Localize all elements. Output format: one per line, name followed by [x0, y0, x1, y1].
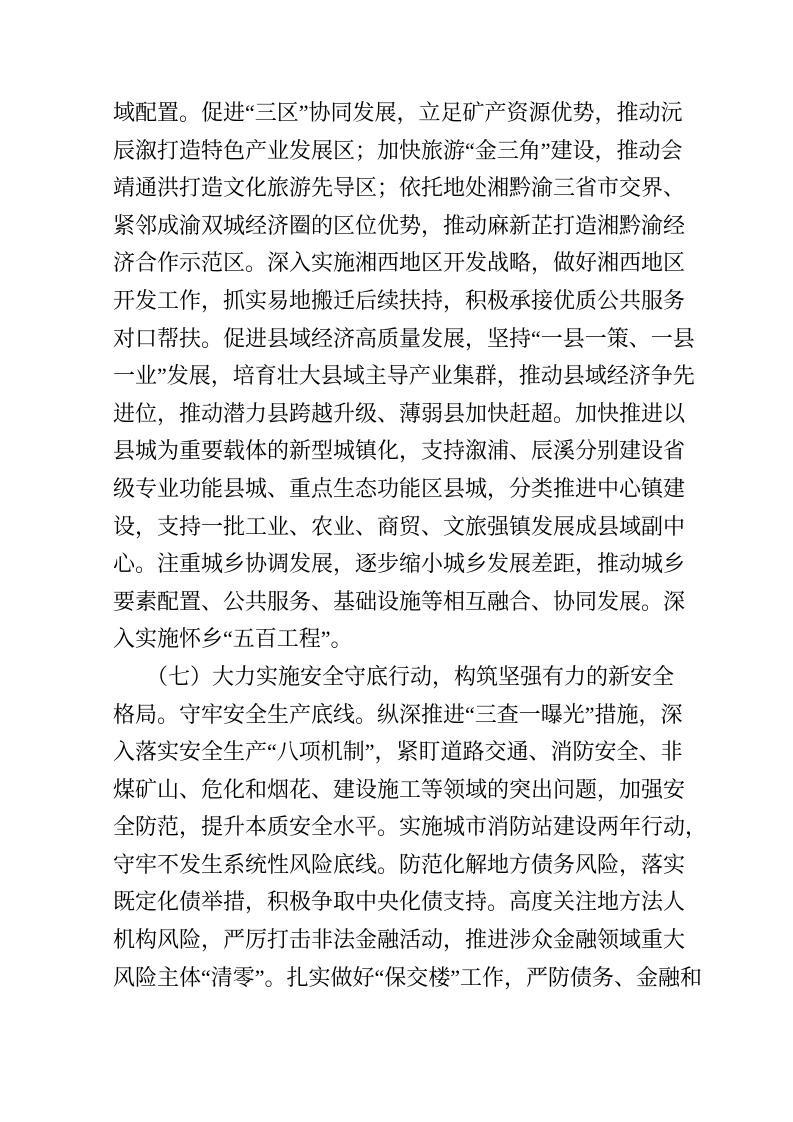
- paragraph-seven-safety: [113, 658, 713, 996]
- paragraph-regional-development: [113, 94, 713, 658]
- text-line: 机构风险，严厉打击非法金融活动，推进涉众金融领域重大: [113, 927, 686, 953]
- text-block: [113, 94, 713, 996]
- text-line: 一业”发展，培育壮大县域主导产业集群，推动县域经济争先: [113, 363, 695, 389]
- text-line: （七）大力实施安全守底行动，构筑坚强有力的新安全: [113, 663, 675, 689]
- text-line: 格局。守牢安全生产底线。纵深推进“三查一曝光”措施，深: [113, 701, 683, 727]
- text-line: 济合作示范区。深入实施湘西地区开发战略，做好湘西地区: [113, 250, 686, 276]
- text-line: 开发工作，抓实易地搬迁后续扶持，积极承接优质公共服务: [113, 287, 686, 313]
- text-line: 煤矿山、危化和烟花、建设施工等领域的突出问题，加强安: [113, 776, 686, 802]
- text-line: 靖通洪打造文化旅游先导区；依托地处湘黔渝三省市交界、: [113, 175, 686, 201]
- text-line: 对口帮扶。促进县域经济高质量发展，坚持“一县一策、一县: [113, 325, 695, 351]
- text-line: 风险主体“清零”。扎实做好“保交楼”工作，严防债务、金融和: [113, 964, 703, 990]
- text-line: 要素配置、公共服务、基础设施等相互融合、协同发展。深: [113, 588, 686, 614]
- text-line: 进位，推动潜力县跨越升级、薄弱县加快赶超。加快推进以: [113, 400, 686, 426]
- text-line: 全防范，提升本质安全水平。实施城市消防站建设两年行动，: [113, 814, 708, 840]
- text-line: 既定化债举措，积极争取中央化债支持。高度关注地方法人: [113, 889, 686, 915]
- text-line: 心。注重城乡协调发展，逐步缩小城乡发展差距，推动城乡: [113, 551, 686, 577]
- text-line: 辰溆打造特色产业发展区；加快旅游“金三角”建设，推动会: [113, 137, 683, 163]
- text-line: 域配置。促进“三区”协同发展，立足矿产资源优势，推动沅: [113, 100, 683, 125]
- text-line: 紧邻成渝双城经济圈的区位优势，推动麻新芷打造湘黔渝经: [113, 212, 686, 238]
- text-line: 入实施怀乡“五百工程”。: [113, 626, 353, 652]
- text-line: 县城为重要载体的新型城镇化，支持溆浦、辰溪分别建设省: [113, 438, 686, 464]
- text-line: 级专业功能县城、重点生态功能区县城，分类推进中心镇建: [113, 475, 686, 501]
- text-line: 入落实安全生产“八项机制”，紧盯道路交通、消防安全、非: [113, 739, 683, 765]
- text-line: 守牢不发生系统性风险底线。防范化解地方债务风险，落实: [113, 851, 686, 877]
- text-line: 设，支持一批工业、农业、商贸、文旅强镇发展成县域副中: [113, 513, 686, 539]
